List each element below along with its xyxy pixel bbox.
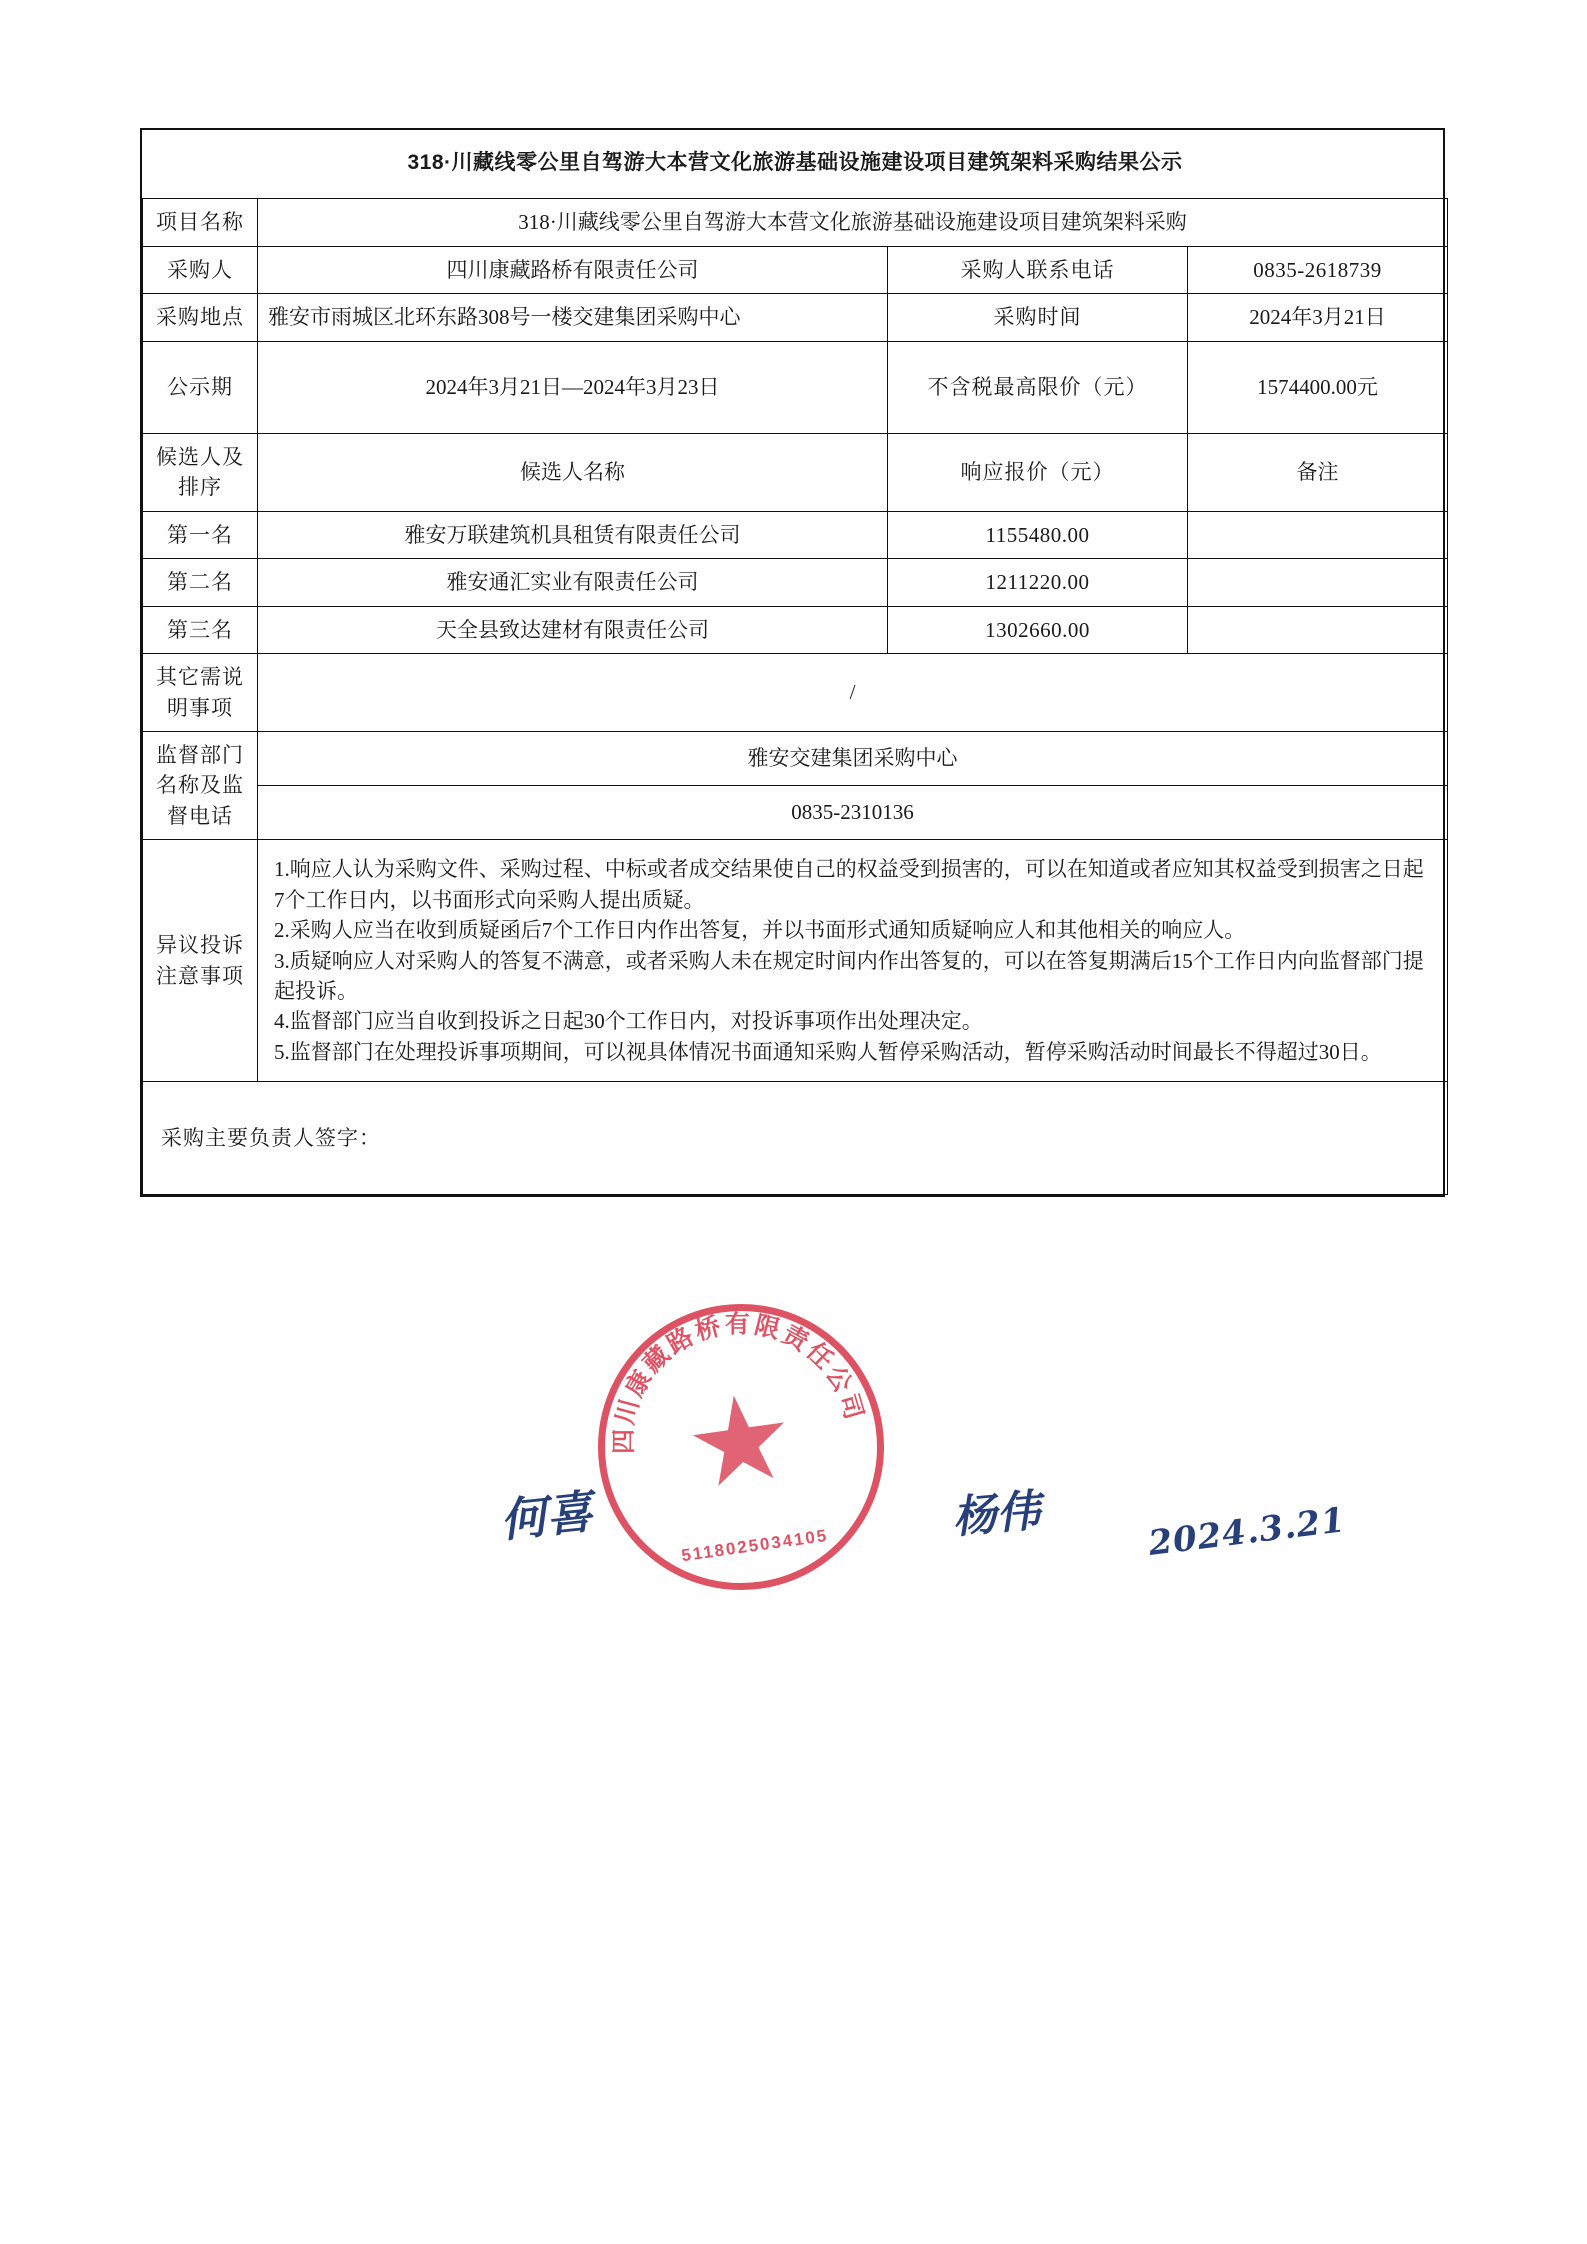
- publicity-label: 公示期: [143, 341, 258, 433]
- row-project-name: [143, 199, 1448, 246]
- announcement-table: [140, 128, 1445, 1197]
- max-price-value: 1574400.00元: [1188, 341, 1448, 433]
- row-place: [143, 294, 1448, 341]
- row-objection-notes: [143, 840, 1448, 1082]
- candidate-rank-label: 候选人及排序: [143, 433, 258, 511]
- table-row: [143, 559, 1448, 606]
- supervision-label: 监督部门名称及监督电话: [143, 731, 258, 839]
- table-row: [143, 606, 1448, 653]
- candidate-name: 雅安万联建筑机具租赁有限责任公司: [258, 511, 888, 558]
- row-candidate-header: [143, 433, 1448, 511]
- remark-label: 备注: [1188, 433, 1448, 511]
- project-name-label: 项目名称: [143, 199, 258, 246]
- objection-note-item: 4.监督部门应当自收到投诉之日起30个工作日内，对投诉事项作出处理决定。: [274, 1009, 983, 1034]
- candidate-quote: 1155480.00: [888, 511, 1188, 558]
- signature-label: 采购主要负责人签字：: [143, 1082, 1448, 1195]
- row-publicity: [143, 341, 1448, 433]
- candidate-name-label: 候选人名称: [258, 433, 888, 511]
- publicity-value: 2024年3月21日—2024年3月23日: [258, 341, 888, 433]
- candidate-name: 雅安通汇实业有限责任公司: [258, 559, 888, 606]
- candidate-remark: [1188, 511, 1448, 558]
- purchaser-phone-label: 采购人联系电话: [888, 246, 1188, 293]
- quote-label: 响应报价（元）: [888, 433, 1188, 511]
- candidate-rank: 第三名: [143, 606, 258, 653]
- row-supervision-dept: [143, 731, 1448, 785]
- row-signature: [143, 1082, 1448, 1195]
- svg-text:四川康藏路桥有限责任公司: [592, 1293, 869, 1458]
- max-price-label: 不含税最高限价（元）: [888, 341, 1188, 433]
- stamp-arc-text: 四川康藏路桥有限责任公司: [610, 1310, 869, 1455]
- objection-note-item: 2.采购人应当在收到质疑函后7个工作日内作出答复，并以书面形式通知质疑响应人和其他相关的响应人。: [274, 918, 1246, 943]
- project-name-value: 318·川藏线零公里自驾游大本营文化旅游基础设施建设项目建筑架料采购: [258, 199, 1448, 246]
- objection-note-item: 5.监督部门在处理投诉事项期间，可以视具体情况书面通知采购人暂停采购活动，暂停采购活动时间最长不得超过30日。: [274, 1039, 1382, 1064]
- row-purchaser: [143, 246, 1448, 293]
- objection-note-item: 3.质疑响应人对采购人的答复不满意，或者采购人未在规定时间内作出答复的，可以在答复期满后15个工作日内向监督部门提起投诉。: [274, 948, 1424, 1003]
- other-matters-value: /: [258, 654, 1448, 732]
- signature-left: 何喜: [497, 1484, 595, 1548]
- star-icon: [686, 1389, 794, 1497]
- place-label: 采购地点: [143, 294, 258, 341]
- candidate-quote: 1211220.00: [888, 559, 1188, 606]
- candidate-remark: [1188, 606, 1448, 653]
- official-red-stamp: [579, 1285, 902, 1608]
- time-label: 采购时间: [888, 294, 1188, 341]
- candidate-name: 天全县致达建材有限责任公司: [258, 606, 888, 653]
- other-matters-label: 其它需说明事项: [143, 654, 258, 732]
- objection-note-item: 1.响应人认为采购文件、采购过程、中标或者成交结果使自己的权益受到损害的，可以在知道或者应知其权益受到损害之日起7个工作日内，以书面形式向采购人提出质疑。: [274, 857, 1424, 912]
- candidate-remark: [1188, 559, 1448, 606]
- time-value: 2024年3月21日: [1188, 294, 1448, 341]
- row-other-matters: [143, 654, 1448, 732]
- candidate-quote: 1302660.00: [888, 606, 1188, 653]
- place-value: 雅安市雨城区北环东路308号一楼交建集团采购中心: [258, 294, 888, 341]
- objection-label: 异议投诉注意事项: [143, 840, 258, 1082]
- purchaser-value: 四川康藏路桥有限责任公司: [258, 246, 888, 293]
- stamp-arc-text-wrap: [587, 1293, 894, 1600]
- candidate-rank: 第二名: [143, 559, 258, 606]
- stamp-code: 5118025034105: [680, 1525, 830, 1566]
- objection-notes: [258, 840, 1448, 1082]
- candidate-rank: 第一名: [143, 511, 258, 558]
- table-row: [143, 511, 1448, 558]
- document-title: 318·川藏线零公里自驾游大本营文化旅游基础设施建设项目建筑架料采购结果公示: [143, 130, 1448, 199]
- title-row: [143, 130, 1448, 199]
- signature-right: 杨伟: [950, 1485, 1043, 1544]
- supervision-phone-value: 0835-2310136: [258, 786, 1448, 840]
- purchaser-phone-value: 0835-2618739: [1188, 246, 1448, 293]
- supervision-dept-value: 雅安交建集团采购中心: [258, 731, 1448, 785]
- purchaser-label: 采购人: [143, 246, 258, 293]
- signature-date: 2024.3.21: [1146, 1500, 1348, 1564]
- row-supervision-phone: [143, 786, 1448, 840]
